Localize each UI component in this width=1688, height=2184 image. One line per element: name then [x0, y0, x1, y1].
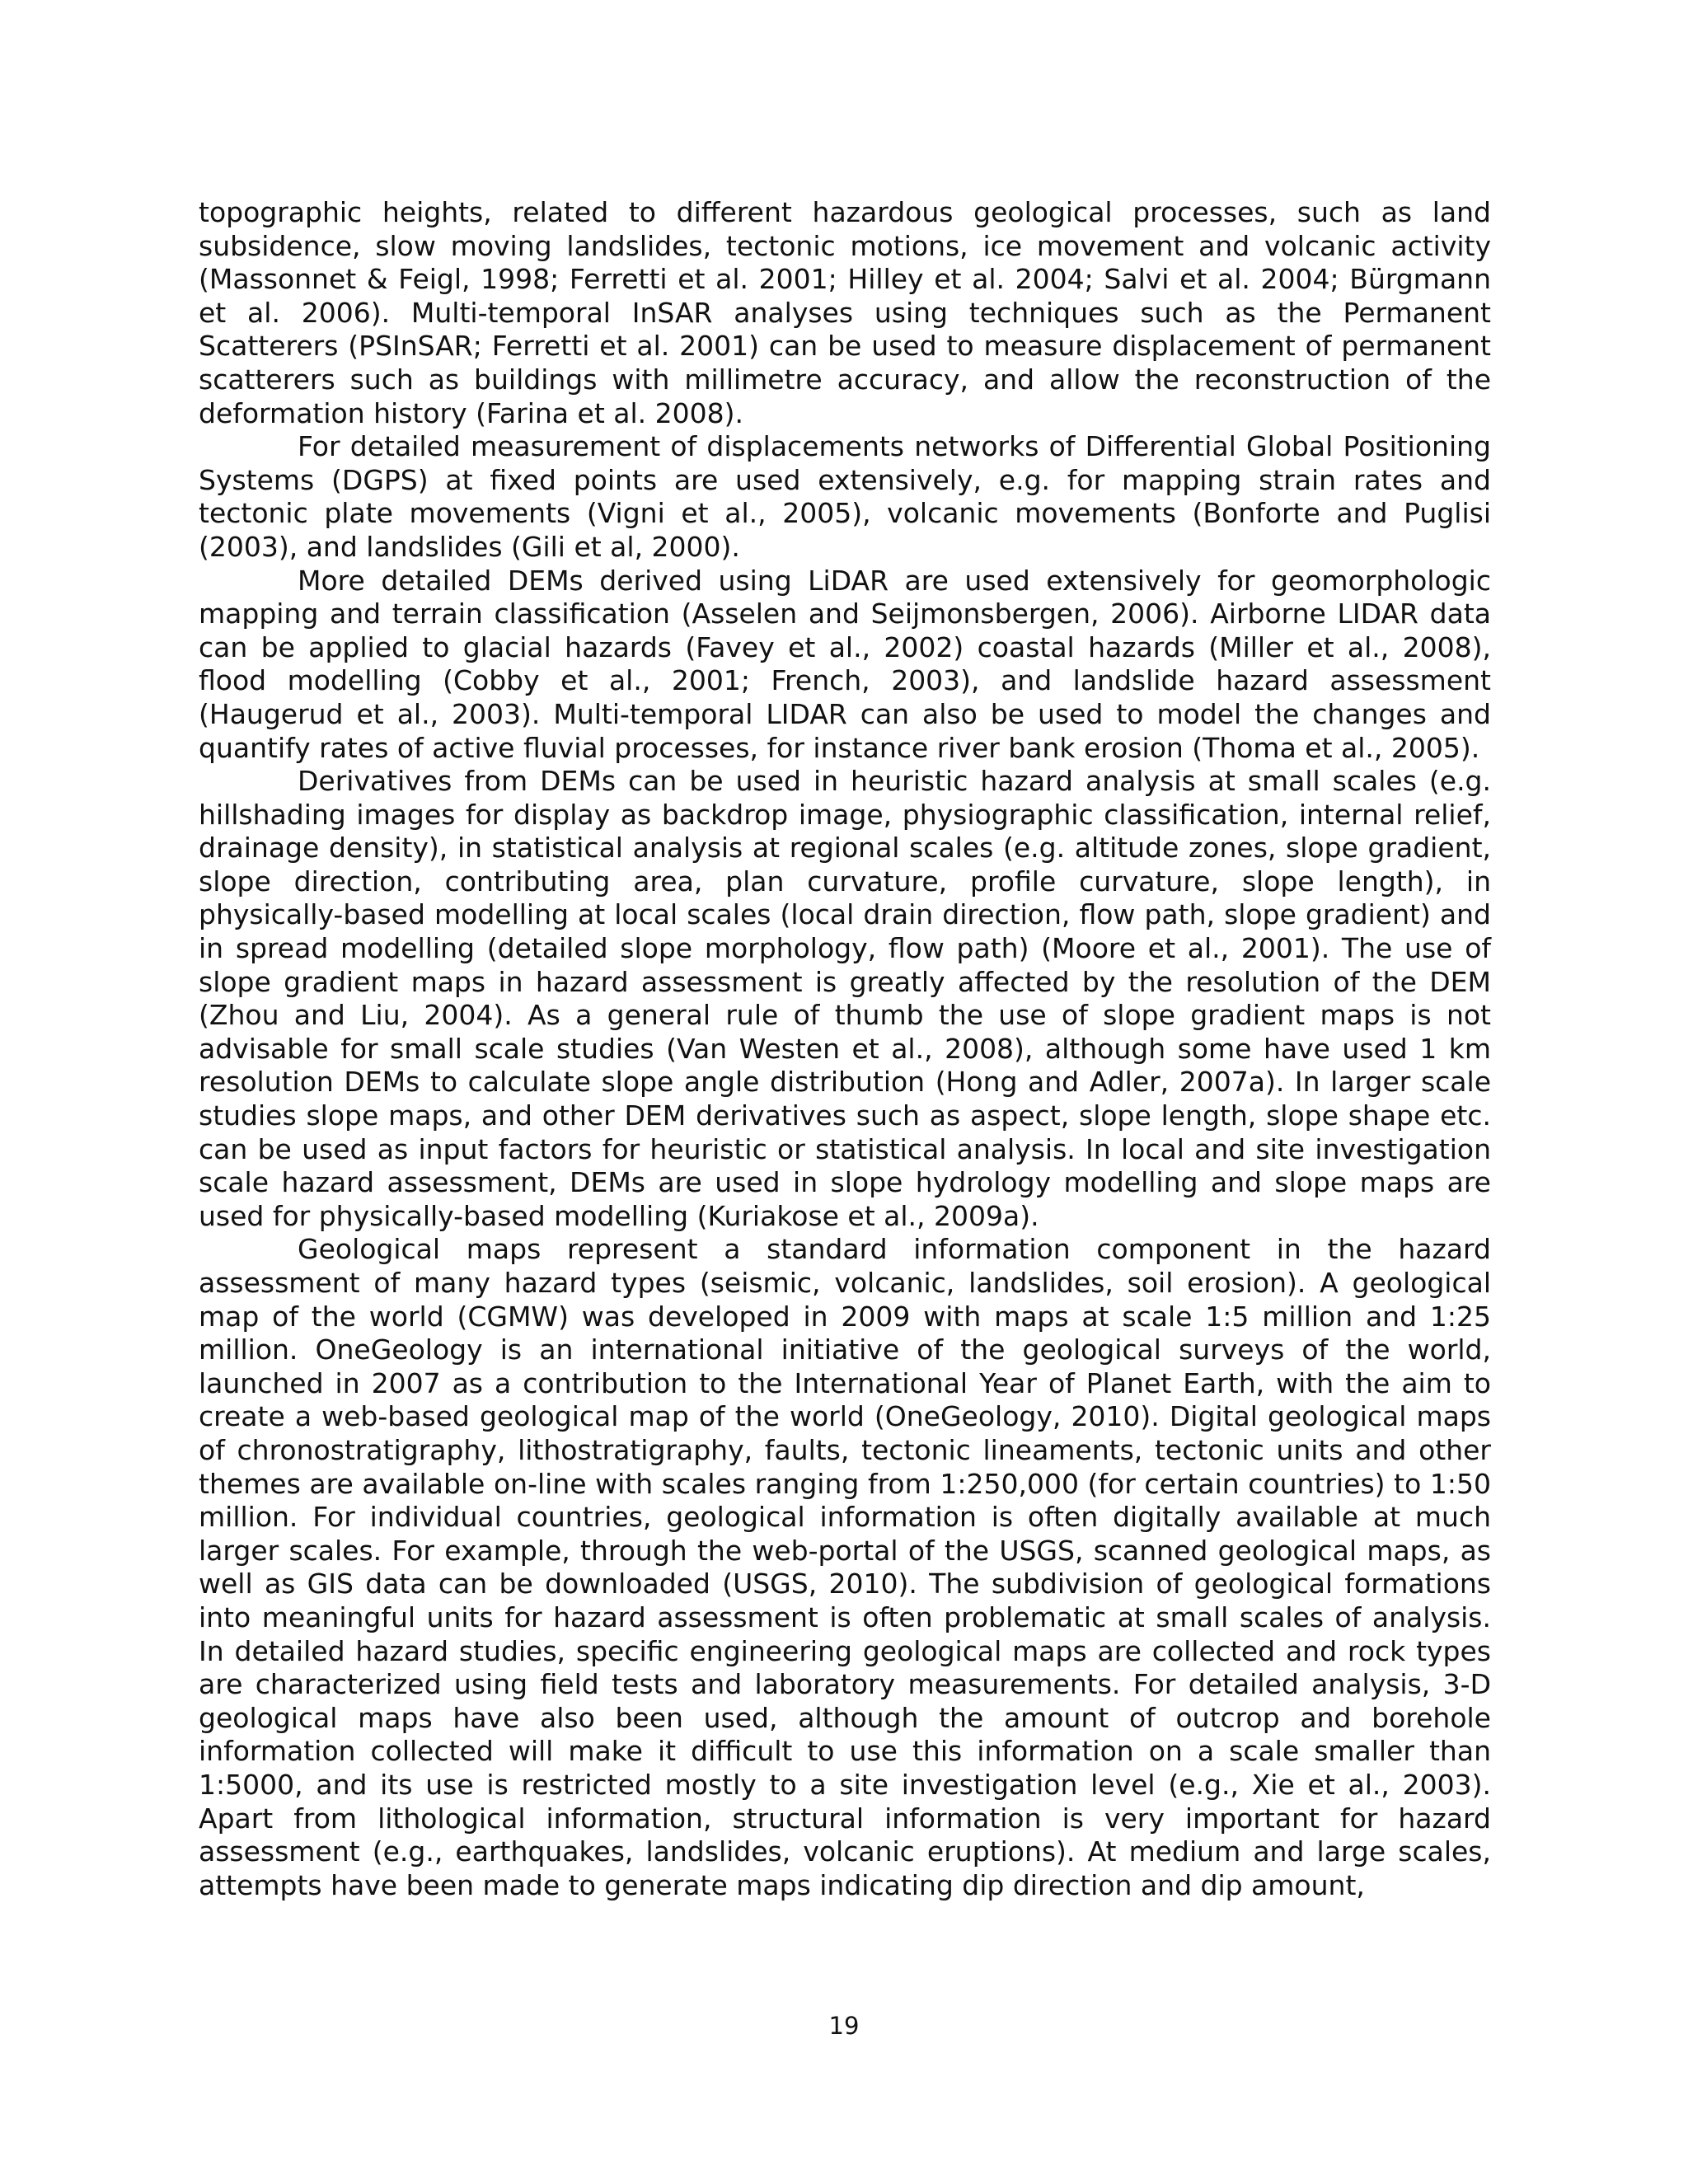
paragraph-dem-derivatives: Derivatives from DEMs can be used in heuristic hazard analysis at small scales (e.g. hillshading images for display as backdrop image, physiographic classification, internal relief, drainage density), in statistical analysis at regional scales (e.g. altitude zones, slope gradient, slope direction, contributing area, plan curvature, profile curvature, slope length), in physically-based modelling at local scales (local drain direction, flow path, slope gradient) and in spread modelling (detailed slope morphology, flow path) (Moore et al., 2001). The use of slope gradient maps in hazard assessment is greatly affected by the resolution of the DEM (Zhou and Liu, 2004). As a general rule of thumb the use of slope gradient maps is not advisable for small scale studies (Van Westen et al., 2008), although some have used 1 km resolution DEMs to calculate slope angle distribution (Hong and Adler, 2007a). In larger scale studies slope maps, and other DEM derivatives such as aspect, slope length, slope shape etc. can be used as input factors for heuristic or statistical analysis. In local and site investigation scale hazard assessment, DEMs are used in slope hydrology modelling and slope maps are used for physically-based modelling (Kuriakose et al., 2009a). [199, 765, 1491, 1232]
paragraph-lidar: More detailed DEMs derived using LiDAR are used extensively for geomorphologic mapping and terrain classification (Asselen and Seijmonsbergen, 2006). Airborne LIDAR data can be applied to glacial hazards (Favey et al., 2002) coastal hazards (Miller et al., 2008), flood modelling (Cobby et al., 2001; French, 2003), and landslide hazard assessment (Haugerud et al., 2003). Multi-temporal LIDAR can also be used to model the changes and quantify rates of active fluvial processes, for instance river bank erosion (Thoma et al., 2005). [199, 564, 1491, 764]
page-number: 19 [828, 2012, 860, 2040]
paragraph-geological-maps: Geological maps represent a standard information component in the hazard assessment of many hazard types (seismic, volcanic, landslides, soil erosion). A geological map of the world (CGMW) was developed in 2009 with maps at scale 1:5 million and 1:25 million. OneGeology is an international initiative of the geological surveys of the world, launched in 2007 as a contribution to the International Year of Planet Earth, with the aim to create a web-based geological map of the world (OneGeology, 2010). Digital geological maps of chronostratigraphy, lithostratigraphy, faults, tectonic lineaments, tectonic units and other themes are available on-line with scales ranging from 1:250,000 (for certain countries) to 1:50 million. For individual countries, geological information is often digitally available at much larger scales. For example, through the web-portal of the USGS, scanned geological maps, as well as GIS data can be downloaded (USGS, 2010). The subdivision of geological formations into meaningful units for hazard assessment is often problematic at small scales of analysis. In detailed hazard studies, specific engineering geological maps are collected and rock types are characterized using field tests and laboratory measurements. For detailed analysis, 3-D geological maps have also been used, although the amount of outcrop and borehole information collected will make it difficult to use this information on a scale smaller than 1:5000, and its use is restricted mostly to a site investigation level (e.g., Xie et al., 2003). Apart from lithological information, structural information is very important for hazard assessment (e.g., earthquakes, landslides, volcanic eruptions). At medium and large scales, attempts have been made to generate maps indicating dip direction and dip amount, [199, 1233, 1491, 1901]
paragraph-dgps: For detailed measurement of displacements networks of Differential Global Positioning Systems (DGPS) at fixed points are used extensively, e.g. for mapping strain rates and tectonic plate movements (Vigni et al., 2005), volcanic movements (Bonforte and Puglisi (2003), and landslides (Gili et al, 2000). [199, 430, 1491, 563]
page-body [199, 196, 1491, 1902]
paragraph-insar-continuation: topographic heights, related to different hazardous geological processes, such as land subsidence, slow moving landslides, tectonic motions, ice movement and volcanic activity (Massonnet & Feigl, 1998; Ferretti et al. 2001; Hilley et al. 2004; Salvi et al. 2004; Bürgmann et al. 2006). Multi-temporal InSAR analyses using techniques such as the Permanent Scatterers (PSInSAR; Ferretti et al. 2001) can be used to measure displacement of permanent scatterers such as buildings with millimetre accuracy, and allow the reconstruction of the deformation history (Farina et al. 2008). [199, 196, 1491, 429]
